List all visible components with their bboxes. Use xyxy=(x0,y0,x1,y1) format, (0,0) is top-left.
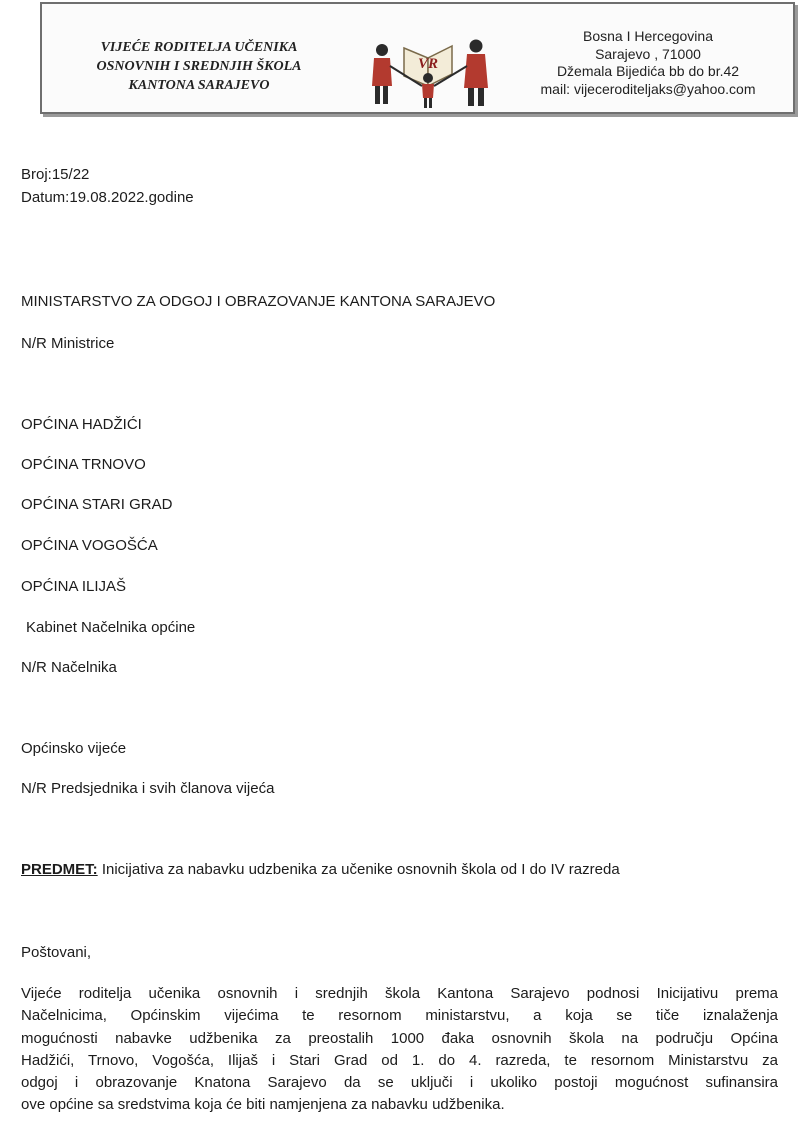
address-city: Sarajevo , 71000 xyxy=(595,45,701,62)
address-email: mail: vijeceroditeljaks@yahoo.com xyxy=(540,80,756,97)
document-number: Broj:15/22 xyxy=(21,166,90,183)
recipient-municipality: OPĆINA VOGOŠĆA xyxy=(21,537,158,554)
recipient-council-attn: N/R Predsjednika i svih članova vijeća xyxy=(21,780,275,797)
recipient-municipality: OPĆINA ILIJAŠ xyxy=(21,578,127,595)
body-line: Hadžići, Trnovo, Vogošća, Ilijaš i Stari Grad od 1. do 4. razreda, te resornom Ministarstvu za xyxy=(21,1051,778,1069)
recipient-municipality: OPĆINA STARI GRAD xyxy=(21,496,173,513)
subject-line xyxy=(21,861,620,878)
document-date: Datum:19.08.2022.godine xyxy=(21,189,194,206)
org-line: VIJEĆE RODITELJA UČENIKA xyxy=(100,40,298,55)
org-line: KANTONA SARAJEVO xyxy=(128,78,270,93)
recipient-cabinet-attn: N/R Načelnika xyxy=(21,659,117,676)
subject-label: PREDMET: xyxy=(21,861,98,878)
address-country: Bosna I Hercegovina xyxy=(583,28,713,44)
org-line: OSNOVNIH I SREDNJIH ŠKOLA xyxy=(96,59,302,74)
body-line: Vijeće roditelja učenika osnovnih i srednjih škola Kantona Sarajevo podnosi Inicijativu prema xyxy=(21,985,778,1002)
subject-text: Inicijativa za nabavku udzbenika za učenike osnovnih škola od I do IV razreda xyxy=(101,861,620,878)
recipient-council: Općinsko vijeće xyxy=(21,740,127,757)
letter-body xyxy=(21,983,778,1117)
organization-address xyxy=(523,28,773,98)
body-line: mogućnosti nabavke udžbenika za preostalih 1000 đaka osnovnih škola na području Općina xyxy=(21,1029,778,1047)
organization-logo xyxy=(364,26,494,110)
letterhead xyxy=(40,2,795,114)
recipient-municipality: OPĆINA HADŽIĆI xyxy=(21,416,142,433)
body-line: Načelnicima, Općinskim vijećima te resornom ministarstvu, a koja se tiče iznalaženja xyxy=(21,1007,778,1025)
recipient-municipality: OPĆINA TRNOVO xyxy=(21,456,146,473)
body-line: ove općine sa sredstvima koja će biti namjenjena za nabavku udžbenika. xyxy=(21,1096,505,1114)
body-line: odgoj i obrazovanje Knatona Sarajevo da se uključi i ukoliko postoji mogućnost sufinansira xyxy=(21,1074,778,1092)
logo-text: VR xyxy=(417,56,439,72)
organization-name xyxy=(54,38,344,95)
address-street: Džemala Bijedića bb do br.42 xyxy=(556,63,740,79)
greeting: Poštovani, xyxy=(21,944,92,961)
recipient-ministry: MINISTARSTVO ZA ODGOJ I OBRAZOVANJE KANTONA SARAJEVO xyxy=(21,293,496,310)
recipient-cabinet: Kabinet Načelnika općine xyxy=(26,619,196,636)
recipient-ministry-attn: N/R Ministrice xyxy=(21,335,115,352)
